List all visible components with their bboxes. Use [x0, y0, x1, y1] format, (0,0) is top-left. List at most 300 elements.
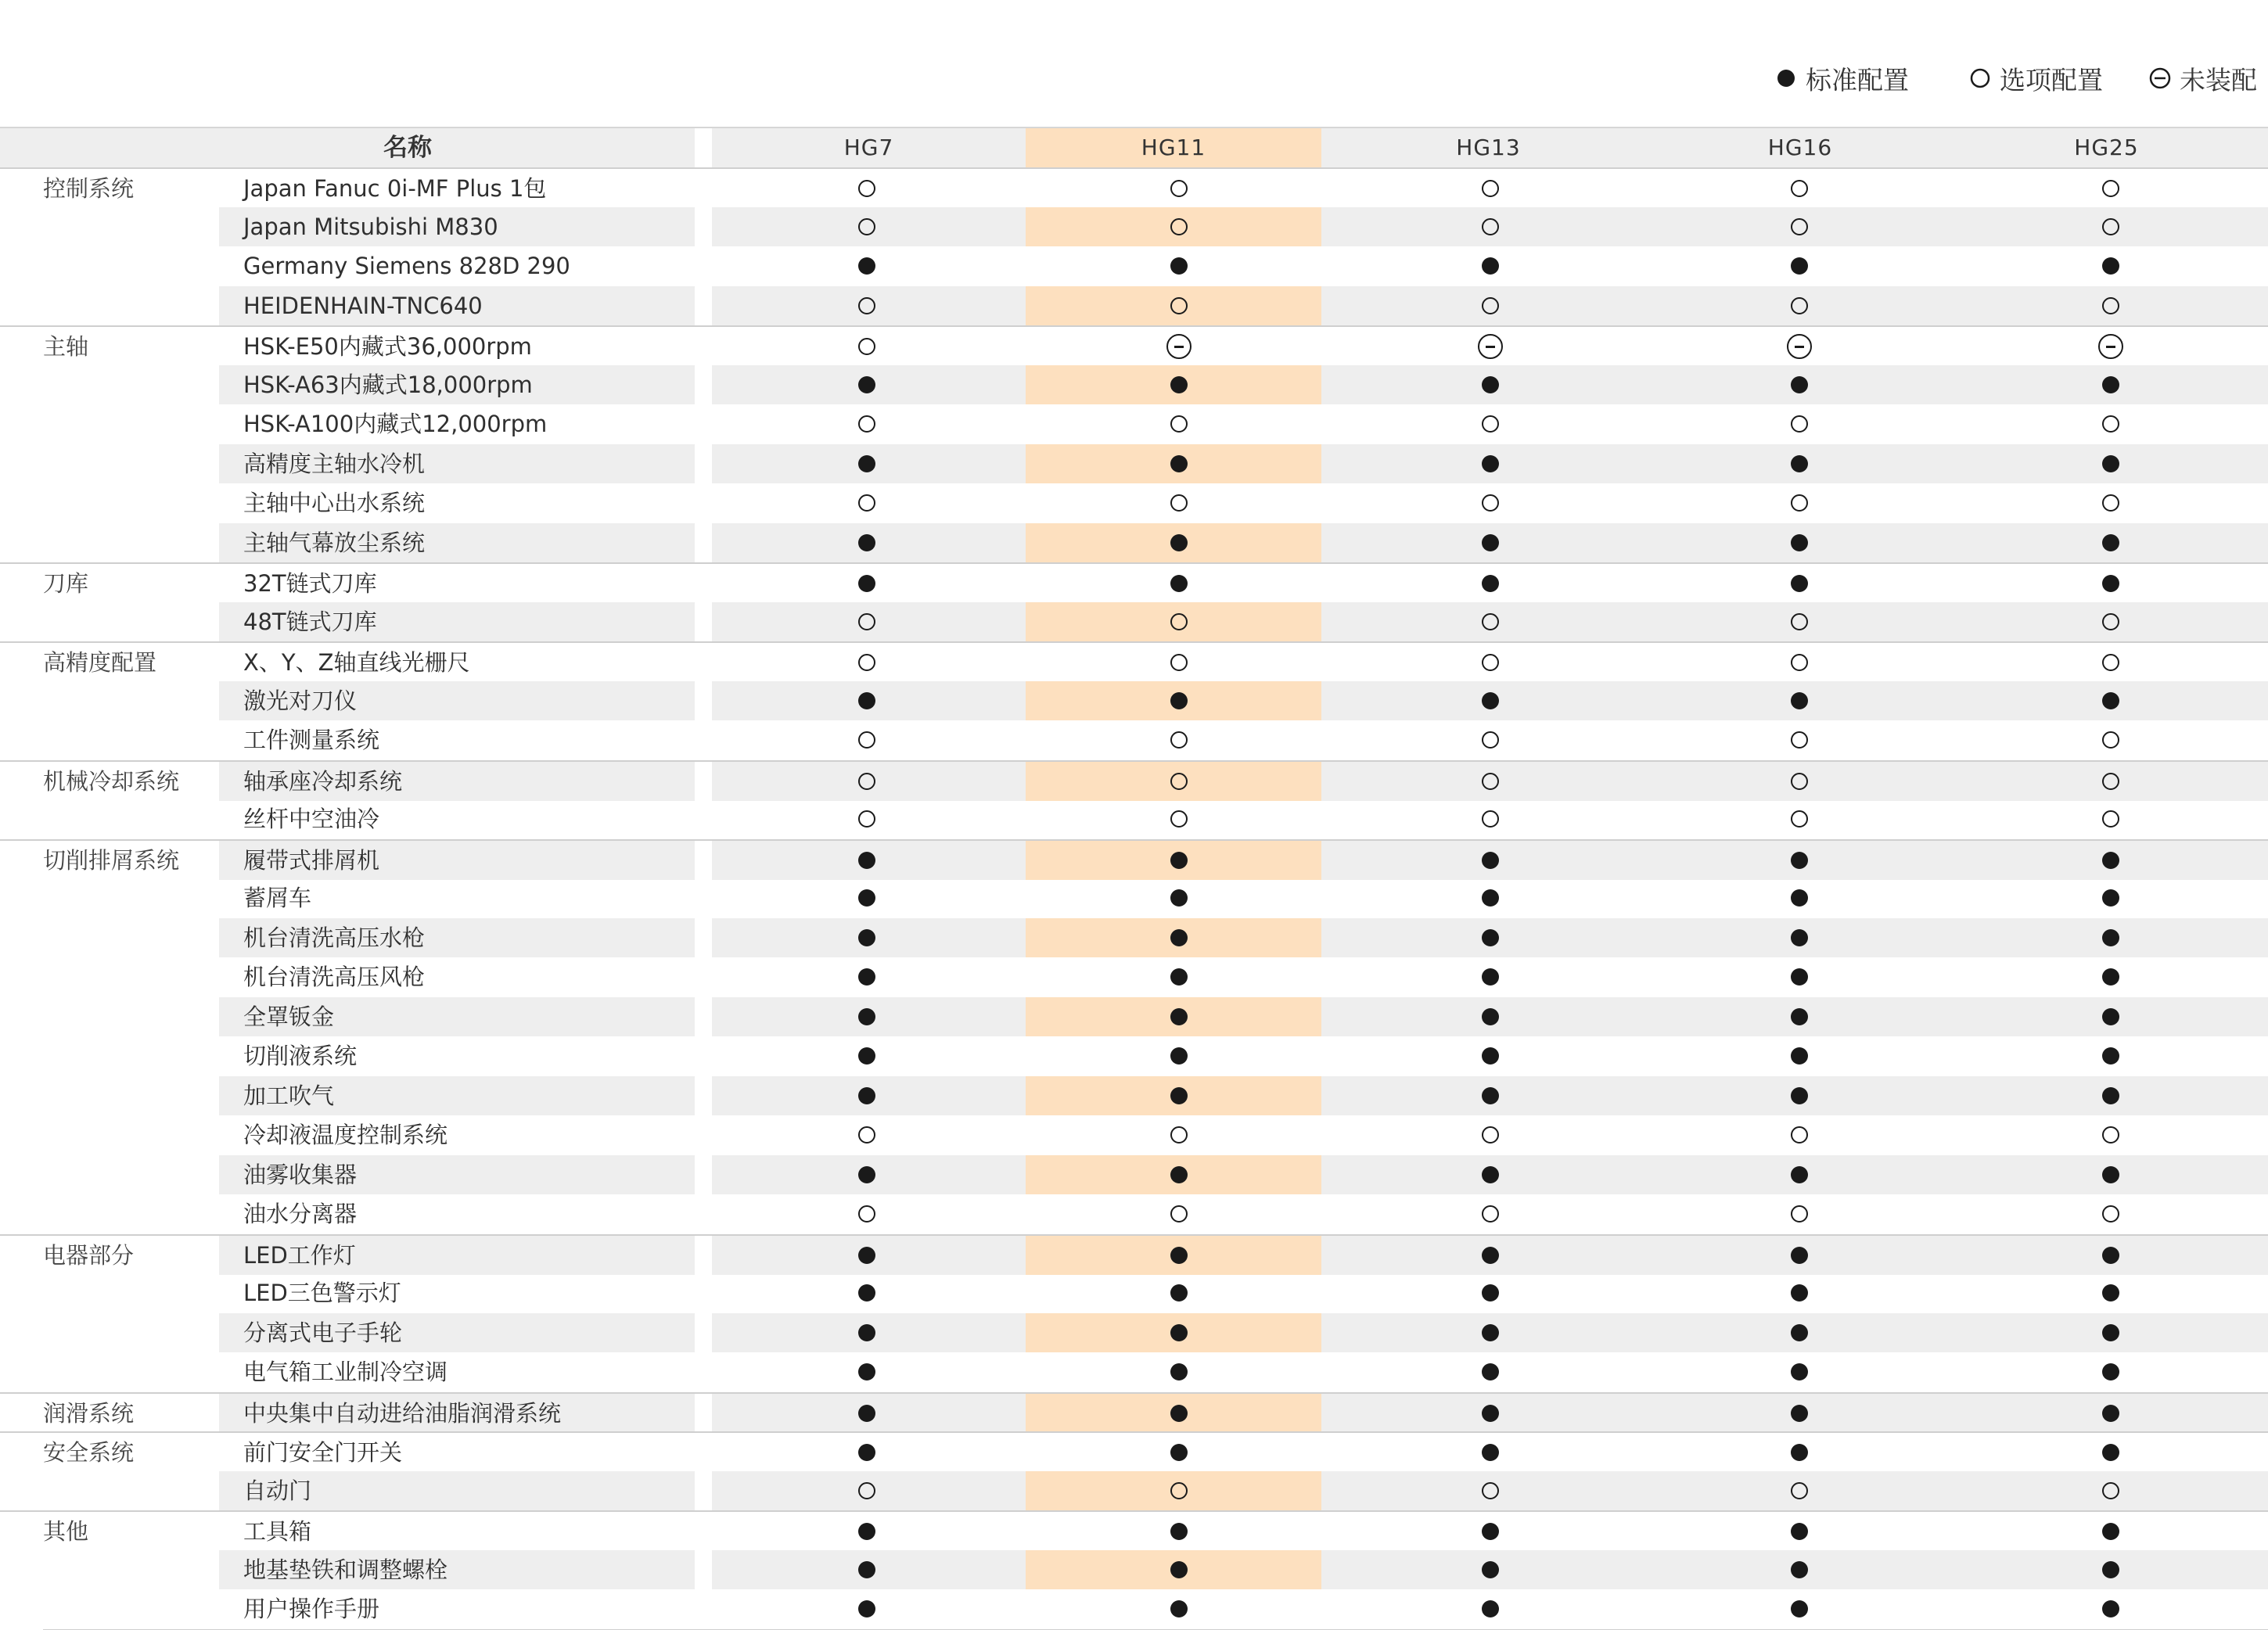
item-name: HEIDENHAIN-TNC640	[243, 292, 483, 319]
value-cell-hg13	[1467, 1550, 1514, 1590]
item-name: HSK-E50内藏式36,000rpm	[243, 333, 532, 360]
table-row	[0, 1115, 2268, 1155]
value-cell-hg25	[2087, 523, 2134, 563]
category-label: 机械冷却系统	[43, 767, 180, 795]
item-name: 丝杆中空油冷	[243, 806, 380, 832]
filled-dot-icon	[1482, 534, 1499, 551]
filled-dot-icon	[858, 968, 875, 986]
value-cell-hg16	[1776, 1433, 1823, 1473]
filled-dot-icon	[1791, 1284, 1808, 1301]
value-cell-hg13	[1467, 878, 1514, 918]
value-cell-hg25	[2087, 762, 2134, 802]
filled-dot-icon	[1170, 889, 1188, 907]
value-cell-hg7	[843, 523, 890, 563]
value-cell-hg25	[2087, 878, 2134, 918]
value-cell-hg7	[843, 483, 890, 523]
filled-dot-icon	[1170, 455, 1188, 472]
value-cell-hg13	[1467, 1236, 1514, 1276]
table-row	[0, 1352, 2268, 1392]
value-cell-hg25	[2087, 286, 2134, 326]
open-circle-icon	[1170, 1482, 1188, 1499]
category-label: 其他	[43, 1518, 89, 1545]
value-cell-hg16	[1776, 720, 1823, 760]
value-cell-hg7	[843, 957, 890, 997]
item-name: 高精度主轴水冷机	[243, 450, 426, 477]
value-cell-hg16	[1776, 404, 1823, 444]
open-circle-icon	[858, 1482, 875, 1499]
filled-dot-icon	[1170, 1405, 1188, 1422]
open-circle-icon	[858, 654, 875, 671]
filled-dot-icon	[1482, 1166, 1499, 1183]
filled-dot-icon	[2102, 1600, 2119, 1617]
open-circle-icon	[2102, 415, 2119, 433]
open-circle-icon	[1170, 613, 1188, 630]
value-cell-hg7	[843, 762, 890, 802]
open-circle-icon	[1791, 494, 1808, 512]
item-name: 用户操作手册	[243, 1596, 380, 1622]
filled-dot-icon	[858, 1405, 875, 1422]
filled-dot-icon	[1791, 1247, 1808, 1264]
item-name: 加工吹气	[243, 1082, 335, 1109]
value-cell-hg16	[1776, 1076, 1823, 1116]
value-cell-hg7	[843, 1155, 890, 1195]
value-cell-hg16	[1776, 1036, 1823, 1076]
open-circle-icon	[858, 810, 875, 828]
value-cell-hg13	[1467, 1036, 1514, 1076]
value-cell-hg13	[1467, 1512, 1514, 1552]
value-cell-hg25	[2087, 602, 2134, 642]
filled-dot-icon	[858, 455, 875, 472]
value-cell-hg13	[1467, 1352, 1514, 1392]
table-row	[0, 325, 2268, 367]
open-circle-icon	[1965, 63, 1995, 93]
value-cell-hg7	[843, 1036, 890, 1076]
filled-dot-icon	[2102, 1444, 2119, 1461]
value-cell-hg7	[843, 246, 890, 286]
value-cell-hg7	[843, 799, 890, 839]
table-row	[0, 1510, 2268, 1552]
filled-dot-icon	[1482, 455, 1499, 472]
filled-dot-icon	[1482, 1047, 1499, 1065]
open-circle-icon	[1482, 613, 1499, 630]
value-cell-hg7	[843, 602, 890, 642]
legend-optional-label: 选项配置	[2000, 64, 2103, 95]
value-cell-hg11	[1156, 762, 1202, 802]
category-label: 高精度配置	[43, 649, 157, 676]
filled-dot-icon	[1791, 1087, 1808, 1104]
value-cell-hg25	[2087, 720, 2134, 760]
table-row	[0, 997, 2268, 1037]
open-circle-icon	[1482, 731, 1499, 749]
value-cell-hg11	[1156, 1352, 1202, 1392]
open-circle-icon	[1170, 810, 1188, 828]
open-circle-icon	[858, 415, 875, 433]
table-row	[0, 167, 2268, 209]
circle-dash-icon	[1787, 334, 1812, 359]
open-circle-icon	[858, 338, 875, 355]
table-row	[0, 1234, 2268, 1276]
value-cell-hg7	[843, 286, 890, 326]
category-label: 切削排屑系统	[43, 846, 180, 874]
value-cell-hg16	[1776, 1512, 1823, 1552]
value-cell-hg7	[843, 1352, 890, 1392]
value-cell-hg13	[1467, 1313, 1514, 1353]
filled-dot-icon	[858, 1284, 875, 1301]
filled-dot-icon	[1791, 1444, 1808, 1461]
filled-dot-icon	[1791, 852, 1808, 869]
item-name: 油水分离器	[243, 1201, 358, 1227]
filled-dot-icon	[1791, 1561, 1808, 1578]
open-circle-icon	[1791, 1126, 1808, 1144]
value-cell-hg11	[1156, 1076, 1202, 1116]
value-cell-hg16	[1776, 643, 1823, 683]
table-row	[0, 1036, 2268, 1076]
open-circle-icon	[2102, 810, 2119, 828]
table-row	[0, 641, 2268, 683]
value-cell-hg25	[2087, 1036, 2134, 1076]
filled-dot-icon	[858, 1363, 875, 1380]
filled-dot-icon	[2102, 1087, 2119, 1104]
filled-dot-icon	[1791, 692, 1808, 709]
filled-dot-icon	[1791, 455, 1808, 472]
table-row	[0, 918, 2268, 958]
category-label: 刀库	[43, 570, 89, 597]
filled-dot-icon	[858, 1561, 875, 1578]
value-cell-hg11	[1156, 643, 1202, 683]
category-label: 电器部分	[43, 1241, 135, 1269]
value-cell-hg16	[1776, 1236, 1823, 1276]
open-circle-icon	[858, 731, 875, 749]
filled-dot-icon	[2102, 1405, 2119, 1422]
value-cell-hg7	[843, 207, 890, 247]
model-header-hg7: HG7	[843, 135, 894, 160]
filled-dot-icon	[2102, 692, 2119, 709]
filled-dot-icon	[2102, 1363, 2119, 1380]
value-cell-hg11	[1156, 444, 1202, 484]
filled-dot-icon	[1482, 889, 1499, 907]
open-circle-icon	[2102, 773, 2119, 790]
value-cell-hg13	[1467, 720, 1514, 760]
open-circle-icon	[1170, 773, 1188, 790]
filled-dot-icon	[1482, 1284, 1499, 1301]
filled-dot-icon	[1482, 257, 1499, 275]
value-cell-hg25	[2087, 483, 2134, 523]
value-cell-hg16	[1776, 286, 1823, 326]
value-cell-hg7	[843, 1273, 890, 1313]
filled-dot-icon	[1791, 1008, 1808, 1025]
filled-dot-icon	[1482, 1247, 1499, 1264]
value-cell-hg13	[1467, 841, 1514, 881]
open-circle-icon	[1170, 1126, 1188, 1144]
value-cell-hg11	[1156, 1589, 1202, 1629]
table-row	[0, 799, 2268, 839]
value-cell-hg7	[843, 1236, 890, 1276]
open-circle-icon	[1170, 1205, 1188, 1222]
value-cell-hg16	[1776, 1313, 1823, 1353]
open-circle-icon	[2102, 654, 2119, 671]
open-circle-icon	[1482, 654, 1499, 671]
table-row	[0, 1392, 2268, 1434]
open-circle-icon	[1482, 180, 1499, 197]
item-name: X、Y、Z轴直线光栅尺	[243, 649, 470, 676]
table-row	[0, 1076, 2268, 1116]
value-cell-hg11	[1156, 1313, 1202, 1353]
filled-dot-icon	[2102, 852, 2119, 869]
filled-dot-icon	[2102, 534, 2119, 551]
filled-dot-icon	[1170, 1047, 1188, 1065]
value-cell-hg13	[1467, 1273, 1514, 1313]
open-circle-icon	[1791, 1482, 1808, 1499]
filled-dot-icon	[858, 1008, 875, 1025]
value-cell-hg7	[843, 1394, 890, 1434]
value-cell-hg13	[1467, 799, 1514, 839]
value-cell-hg11	[1156, 365, 1202, 405]
open-circle-icon	[858, 1126, 875, 1144]
value-cell-hg7	[843, 564, 890, 604]
table-row	[0, 1550, 2268, 1590]
open-circle-icon	[2102, 1126, 2119, 1144]
spec-table	[0, 127, 2268, 1630]
value-cell-hg25	[2087, 1394, 2134, 1434]
filled-dot-icon	[858, 1047, 875, 1065]
value-cell-hg16	[1776, 1273, 1823, 1313]
value-cell-hg16	[1776, 762, 1823, 802]
item-name: Japan Fanuc 0i-MF Plus 1包	[243, 175, 547, 202]
open-circle-icon	[1482, 810, 1499, 828]
value-cell-hg16	[1776, 1352, 1823, 1392]
open-circle-icon	[1482, 1126, 1499, 1144]
table-row	[0, 681, 2268, 721]
table-row	[0, 1155, 2268, 1195]
value-cell-hg11	[1156, 327, 1202, 367]
value-cell-hg13	[1467, 207, 1514, 247]
filled-dot-icon	[858, 534, 875, 551]
filled-dot-icon	[1482, 575, 1499, 592]
value-cell-hg11	[1156, 246, 1202, 286]
value-cell-hg7	[843, 1433, 890, 1473]
filled-dot-icon	[1482, 1008, 1499, 1025]
value-cell-hg11	[1156, 957, 1202, 997]
value-cell-hg11	[1156, 404, 1202, 444]
value-cell-hg16	[1776, 1115, 1823, 1155]
value-cell-hg25	[2087, 918, 2134, 958]
value-cell-hg13	[1467, 957, 1514, 997]
open-circle-icon	[858, 494, 875, 512]
open-circle-icon	[858, 773, 875, 790]
table-row	[0, 365, 2268, 405]
value-cell-hg25	[2087, 681, 2134, 721]
filled-dot-icon	[1791, 1324, 1808, 1341]
filled-dot-icon	[2102, 376, 2119, 393]
filled-dot-icon	[1170, 1523, 1188, 1540]
value-cell-hg11	[1156, 207, 1202, 247]
value-cell-hg13	[1467, 327, 1514, 367]
item-name: 前门安全门开关	[243, 1439, 403, 1466]
value-cell-hg25	[2087, 1155, 2134, 1195]
value-cell-hg16	[1776, 523, 1823, 563]
filled-dot-icon	[1170, 376, 1188, 393]
filled-dot-icon	[1771, 63, 1801, 93]
item-name: 履带式排屑机	[243, 846, 380, 874]
filled-dot-icon	[1170, 1600, 1188, 1617]
value-cell-hg16	[1776, 918, 1823, 958]
value-cell-hg13	[1467, 997, 1514, 1037]
open-circle-icon	[1791, 297, 1808, 314]
filled-dot-icon	[858, 1087, 875, 1104]
open-circle-icon	[2102, 1205, 2119, 1222]
value-cell-hg7	[843, 365, 890, 405]
open-circle-icon	[1791, 180, 1808, 197]
filled-dot-icon	[858, 889, 875, 907]
filled-dot-icon	[1170, 1561, 1188, 1578]
value-cell-hg25	[2087, 997, 2134, 1037]
value-cell-hg25	[2087, 404, 2134, 444]
value-cell-hg25	[2087, 1352, 2134, 1392]
table-header	[0, 127, 2268, 169]
filled-dot-icon	[1170, 968, 1188, 986]
legend-optional	[1965, 56, 2103, 100]
value-cell-hg11	[1156, 1394, 1202, 1434]
value-cell-hg11	[1156, 1273, 1202, 1313]
value-cell-hg11	[1156, 169, 1202, 209]
filled-dot-icon	[1482, 1561, 1499, 1578]
item-name: 地基垫铁和调整螺栓	[243, 1556, 448, 1583]
value-cell-hg25	[2087, 799, 2134, 839]
value-cell-hg16	[1776, 483, 1823, 523]
value-cell-hg13	[1467, 246, 1514, 286]
filled-dot-icon	[1170, 1284, 1188, 1301]
item-name: 机台清洗高压风枪	[243, 964, 426, 990]
value-cell-hg11	[1156, 483, 1202, 523]
filled-dot-icon	[2102, 1284, 2119, 1301]
value-cell-hg16	[1776, 602, 1823, 642]
value-cell-hg16	[1776, 246, 1823, 286]
value-cell-hg13	[1467, 762, 1514, 802]
open-circle-icon	[1170, 494, 1188, 512]
open-circle-icon	[1482, 297, 1499, 314]
filled-dot-icon	[1170, 1166, 1188, 1183]
category-label: 润滑系统	[43, 1399, 135, 1427]
table-row	[0, 246, 2268, 286]
value-cell-hg11	[1156, 1512, 1202, 1552]
value-cell-hg7	[843, 1194, 890, 1234]
open-circle-icon	[858, 613, 875, 630]
value-cell-hg16	[1776, 878, 1823, 918]
model-header-hg11: HG11	[1026, 128, 1321, 167]
open-circle-icon	[2102, 180, 2119, 197]
header-gap	[695, 128, 712, 167]
item-name: 电气箱工业制冷空调	[243, 1359, 448, 1385]
filled-dot-icon	[1482, 692, 1499, 709]
open-circle-icon	[1170, 297, 1188, 314]
filled-dot-icon	[2102, 575, 2119, 592]
value-cell-hg25	[2087, 1313, 2134, 1353]
table-row	[0, 286, 2268, 326]
value-cell-hg7	[843, 404, 890, 444]
filled-dot-icon	[1791, 376, 1808, 393]
item-name: 工件测量系统	[243, 727, 380, 753]
filled-dot-icon	[2102, 1166, 2119, 1183]
table-row	[0, 562, 2268, 604]
name-column-header: 名称	[383, 134, 432, 162]
circle-dash-icon	[2098, 334, 2123, 359]
value-cell-hg7	[843, 643, 890, 683]
value-cell-hg11	[1156, 1471, 1202, 1511]
open-circle-icon	[1482, 1482, 1499, 1499]
item-name: 48T链式刀库	[243, 608, 377, 635]
value-cell-hg13	[1467, 169, 1514, 209]
value-cell-hg25	[2087, 1512, 2134, 1552]
value-cell-hg11	[1156, 841, 1202, 881]
value-cell-hg7	[843, 327, 890, 367]
filled-dot-icon	[858, 1444, 875, 1461]
filled-dot-icon	[2102, 968, 2119, 986]
value-cell-hg7	[843, 1550, 890, 1590]
filled-dot-icon	[1791, 575, 1808, 592]
value-cell-hg13	[1467, 365, 1514, 405]
table-row	[0, 720, 2268, 760]
value-cell-hg13	[1467, 918, 1514, 958]
value-cell-hg16	[1776, 365, 1823, 405]
value-cell-hg7	[843, 1076, 890, 1116]
table-row	[0, 760, 2268, 802]
value-cell-hg11	[1156, 681, 1202, 721]
value-cell-hg16	[1776, 1194, 1823, 1234]
value-cell-hg25	[2087, 327, 2134, 367]
filled-dot-icon	[858, 376, 875, 393]
value-cell-hg11	[1156, 720, 1202, 760]
filled-dot-icon	[858, 692, 875, 709]
value-cell-hg25	[2087, 246, 2134, 286]
filled-dot-icon	[1482, 1324, 1499, 1341]
filled-dot-icon	[1791, 889, 1808, 907]
open-circle-icon	[1791, 218, 1808, 235]
item-name: 激光对刀仪	[243, 687, 358, 714]
open-circle-icon	[1791, 654, 1808, 671]
filled-dot-icon	[1482, 1600, 1499, 1617]
value-cell-hg16	[1776, 681, 1823, 721]
model-header-hg13: HG13	[1456, 135, 1521, 160]
item-name: 分离式电子手轮	[243, 1319, 403, 1346]
table-row	[0, 1471, 2268, 1511]
filled-dot-icon	[1170, 1087, 1188, 1104]
filled-dot-icon	[2102, 1324, 2119, 1341]
model-header-hg25: HG25	[2074, 135, 2139, 160]
filled-dot-icon	[1791, 534, 1808, 551]
filled-dot-icon	[1482, 1405, 1499, 1422]
value-cell-hg25	[2087, 1273, 2134, 1313]
value-cell-hg16	[1776, 327, 1823, 367]
table-row	[0, 602, 2268, 642]
table-body	[0, 167, 2268, 1630]
filled-dot-icon	[1170, 692, 1188, 709]
value-cell-hg11	[1156, 523, 1202, 563]
filled-dot-icon	[1170, 1008, 1188, 1025]
table-row	[0, 957, 2268, 997]
value-cell-hg7	[843, 720, 890, 760]
table-row	[0, 1273, 2268, 1313]
filled-dot-icon	[1482, 1087, 1499, 1104]
filled-dot-icon	[1170, 852, 1188, 869]
open-circle-icon	[1482, 773, 1499, 790]
legend-not-fitted-label: 未装配	[2180, 64, 2257, 95]
value-cell-hg13	[1467, 681, 1514, 721]
filled-dot-icon	[2102, 1561, 2119, 1578]
open-circle-icon	[2102, 218, 2119, 235]
filled-dot-icon	[1482, 376, 1499, 393]
filled-dot-icon	[1791, 1600, 1808, 1617]
item-name: HSK-A100内藏式12,000rpm	[243, 411, 548, 437]
